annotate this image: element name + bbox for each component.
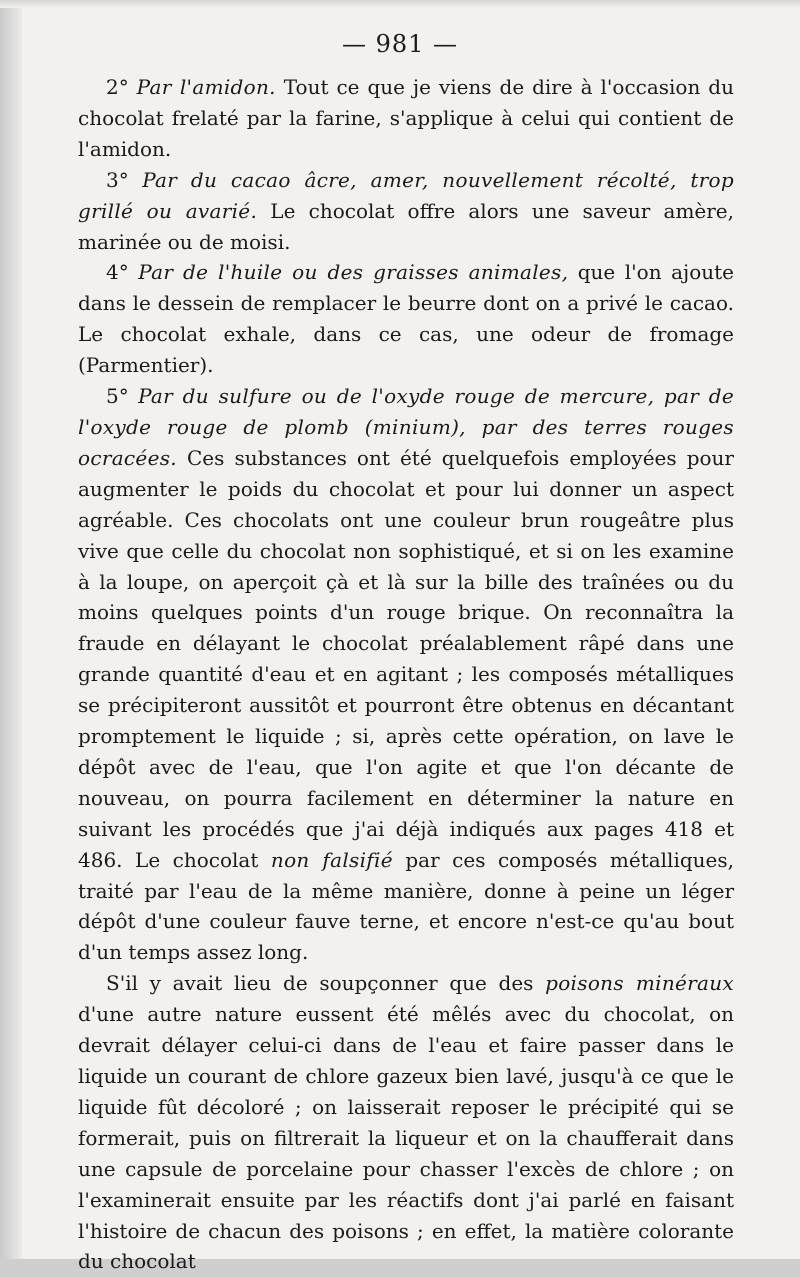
paragraph-text: que l'on ajoute dans le dessein de remplacer le beurre dont on a privé le cacao. Le chocolat exhale, dans ce cas, une odeur de fromage (Parmentier).	[78, 260, 734, 378]
paragraph-huile	[78, 257, 734, 381]
paragraph-text: Tout ce que je viens de dire à l'occasion du chocolat frelaté par la farine, s'applique à celui qui contient de l'amidon.	[78, 75, 734, 161]
paragraph-text: par ces composés métalliques, traité par l'eau de la même manière, donne à peine un léger dépôt d'une couleur fauve terne, et encore n'est-ce qu'au bout d'un temps assez long.	[78, 847, 734, 965]
page-number: — 981 —	[341, 30, 459, 58]
paragraph-text: S'il y avait lieu de soupçonner que des	[106, 971, 546, 996]
page-body	[78, 72, 734, 1277]
emphasis-text: poisons minéraux	[545, 971, 734, 996]
item-number: 5°	[106, 384, 139, 409]
paragraph-text: Ces substances ont été quelquefois employées pour augmenter le poids du chocolat et pour lui donner un aspect agréable. Ces chocolats ont une couleur brun rougeâtre plus vive que celle du chocolat non sophistiqué, et si on les examine à la loupe, on aperçoit çà et là sur la bille des traînées ou du moins quelques points d'un rouge brique. On reconnaîtra la fraude en délayant le chocolat préalablement râpé dans une grande quantité d'eau et en agitant ; les composés métalliques se précipiteront aussitôt et pourront être obtenus en décantant promptement le liquide ; si, après cette opération, on lave le dépôt avec de l'eau, que l'on agite et que l'on décante de nouveau, on pourra facilement en déterminer la nature en suivant les procédés que j'ai déjà indiqués aux pages 418 et 486. Le chocolat	[78, 445, 734, 872]
paragraph-cacao	[78, 165, 734, 258]
paragraph-sulfure	[78, 381, 734, 968]
paragraph-amidon	[78, 72, 734, 165]
item-number: 2°	[106, 75, 137, 99]
item-number: 4°	[106, 260, 139, 285]
item-heading: Par du sulfure ou de l'oxyde rouge de mercure, par de l'oxyde rouge de plomb (minium), par des terres rouges ocracées.	[78, 384, 734, 470]
paragraph-poisons	[78, 968, 734, 1277]
item-number: 3°	[106, 167, 143, 192]
item-heading: Par de l'huile ou des graisses animales,	[138, 260, 569, 285]
paragraph-text: Le chocolat offre alors une saveur amère, marinée ou de moisi.	[78, 198, 734, 254]
emphasis-text: non falsifié	[270, 847, 393, 872]
item-heading: Par du cacao âcre, amer, nouvellement récolté, trop grillé ou avarié.	[78, 167, 734, 223]
paragraph-text: d'une autre nature eussent été mêlés avec du chocolat, on devrait délayer celui-ci dans de l'eau et faire passer dans le liquide un courant de chlore gazeux bien lavé, jusqu'à ce que le liquide fût décoloré ; on laisserait reposer le précipité qui se formerait, puis on filtrerait la liqueur et on la chaufferait dans une capsule de porcelaine pour chasser l'excès de chlore ; on l'examinerait ensuite par les réactifs dont j'ai parlé en faisant l'histoire de chacun des poisons ; en effet, la matière colorante du chocolat	[78, 1002, 734, 1274]
item-heading: Par l'amidon.	[136, 75, 276, 99]
